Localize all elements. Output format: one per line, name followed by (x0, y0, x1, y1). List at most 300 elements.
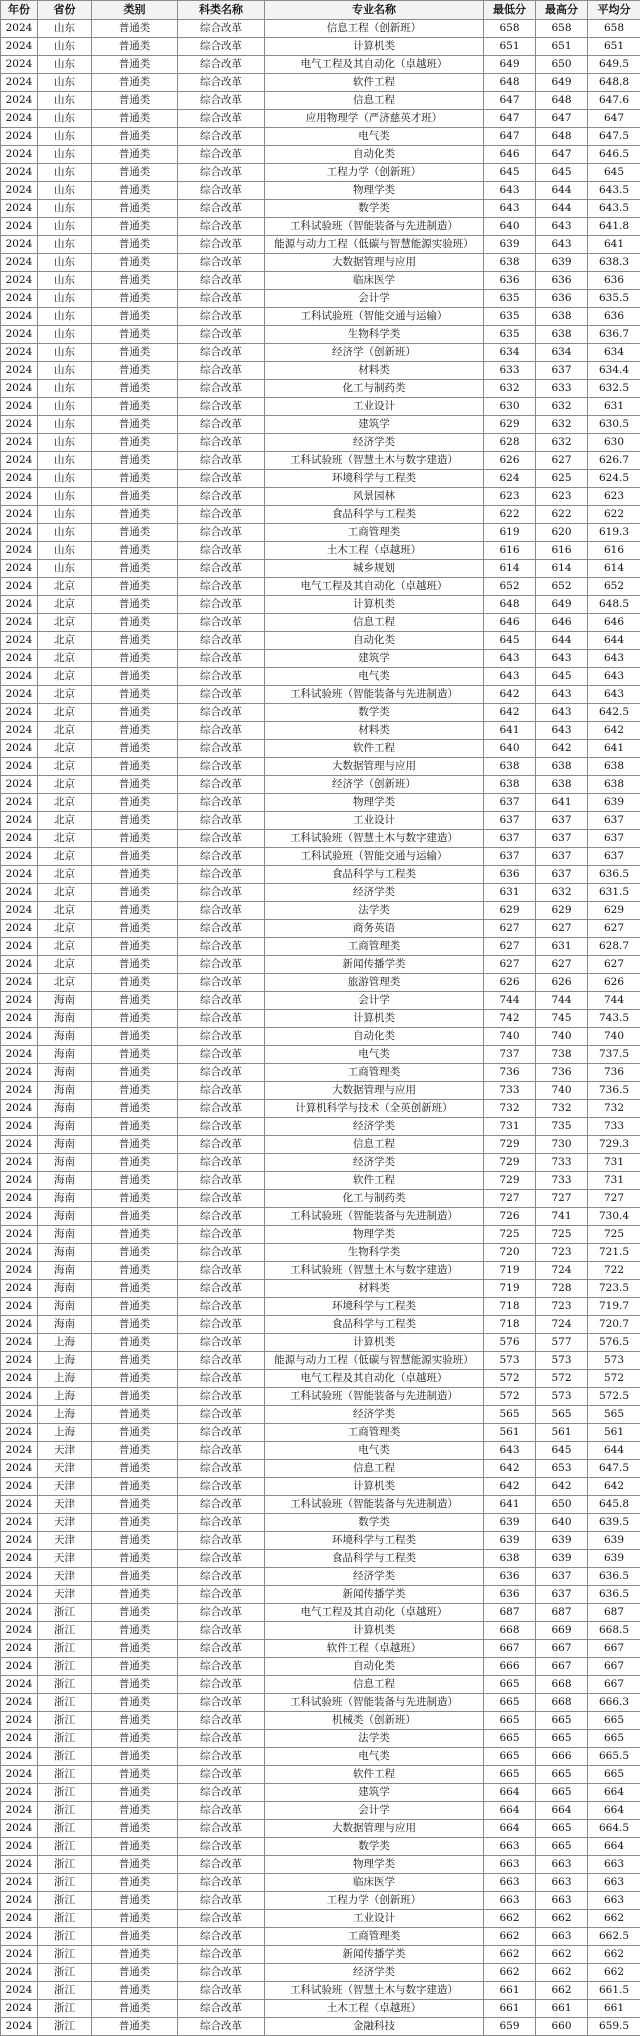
table-row (1, 326, 640, 344)
subject-type-cell: 综合改革 (178, 596, 265, 614)
year-cell: 2024 (1, 632, 38, 650)
year-cell: 2024 (1, 1406, 38, 1424)
year-cell: 2024 (1, 1676, 38, 1694)
province-cell: 山东 (38, 56, 92, 74)
table-row (1, 722, 640, 740)
min-score-cell: 573 (484, 1352, 536, 1370)
year-cell: 2024 (1, 416, 38, 434)
province-cell: 上海 (38, 1352, 92, 1370)
max-score-cell: 637 (536, 362, 588, 380)
major-cell: 计算机类 (265, 38, 484, 56)
avg-score-cell: 664 (588, 1838, 640, 1856)
major-cell: 信息工程 (265, 614, 484, 632)
year-cell: 2024 (1, 974, 38, 992)
major-cell: 工科试验班（智能装备与先进制造） (265, 1694, 484, 1712)
subject-type-cell: 综合改革 (178, 1694, 265, 1712)
major-cell: 信息工程 (265, 1676, 484, 1694)
subject-type-cell: 综合改革 (178, 1784, 265, 1802)
category-cell: 普通类 (92, 1172, 178, 1190)
year-cell: 2024 (1, 1730, 38, 1748)
max-score-cell: 644 (536, 182, 588, 200)
avg-score-cell: 644 (588, 1442, 640, 1460)
category-cell: 普通类 (92, 866, 178, 884)
province-cell: 山东 (38, 254, 92, 272)
table-row (1, 488, 640, 506)
max-score-cell: 639 (536, 254, 588, 272)
major-cell: 材料类 (265, 362, 484, 380)
max-score-cell: 637 (536, 830, 588, 848)
table-row (1, 1406, 640, 1424)
category-cell: 普通类 (92, 902, 178, 920)
min-score-cell: 652 (484, 578, 536, 596)
avg-score-cell: 663 (588, 1856, 640, 1874)
major-cell: 建筑学 (265, 650, 484, 668)
min-score-cell: 736 (484, 1064, 536, 1082)
avg-score-cell: 667 (588, 1640, 640, 1658)
subject-type-cell: 综合改革 (178, 614, 265, 632)
max-score-cell: 573 (536, 1352, 588, 1370)
category-cell: 普通类 (92, 542, 178, 560)
max-score-cell: 645 (536, 668, 588, 686)
max-score-cell: 732 (536, 1100, 588, 1118)
header-avg-score: 平均分 (588, 1, 640, 20)
province-cell: 浙江 (38, 1748, 92, 1766)
major-cell: 商务英语 (265, 920, 484, 938)
table-row (1, 704, 640, 722)
major-cell: 软件工程 (265, 740, 484, 758)
max-score-cell: 644 (536, 200, 588, 218)
avg-score-cell: 725 (588, 1226, 640, 1244)
avg-score-cell: 616 (588, 542, 640, 560)
max-score-cell: 637 (536, 1568, 588, 1586)
subject-type-cell: 综合改革 (178, 254, 265, 272)
major-cell: 法学类 (265, 902, 484, 920)
major-cell: 信息工程（创新班） (265, 20, 484, 38)
avg-score-cell: 665 (588, 1712, 640, 1730)
category-cell: 普通类 (92, 488, 178, 506)
avg-score-cell: 661 (588, 2000, 640, 2018)
major-cell: 工程力学（创新班） (265, 164, 484, 182)
avg-score-cell: 572 (588, 1370, 640, 1388)
max-score-cell: 664 (536, 1802, 588, 1820)
province-cell: 山东 (38, 452, 92, 470)
max-score-cell: 632 (536, 434, 588, 452)
province-cell: 天津 (38, 1514, 92, 1532)
subject-type-cell: 综合改革 (178, 1352, 265, 1370)
subject-type-cell: 综合改革 (178, 218, 265, 236)
table-row (1, 920, 640, 938)
year-cell: 2024 (1, 1226, 38, 1244)
category-cell: 普通类 (92, 1982, 178, 2000)
avg-score-cell: 719.7 (588, 1298, 640, 1316)
province-cell: 北京 (38, 974, 92, 992)
category-cell: 普通类 (92, 1010, 178, 1028)
major-cell: 经济学（创新班） (265, 344, 484, 362)
province-cell: 山东 (38, 290, 92, 308)
subject-type-cell: 综合改革 (178, 1568, 265, 1586)
year-cell: 2024 (1, 1010, 38, 1028)
category-cell: 普通类 (92, 1226, 178, 1244)
avg-score-cell: 664.5 (588, 1820, 640, 1838)
table-row (1, 290, 640, 308)
province-cell: 山东 (38, 146, 92, 164)
province-cell: 浙江 (38, 1712, 92, 1730)
subject-type-cell: 综合改革 (178, 920, 265, 938)
min-score-cell: 645 (484, 632, 536, 650)
category-cell: 普通类 (92, 218, 178, 236)
max-score-cell: 667 (536, 1658, 588, 1676)
min-score-cell: 665 (484, 1694, 536, 1712)
major-cell: 化工与制药类 (265, 380, 484, 398)
category-cell: 普通类 (92, 614, 178, 632)
subject-type-cell: 综合改革 (178, 326, 265, 344)
table-row (1, 542, 640, 560)
category-cell: 普通类 (92, 344, 178, 362)
major-cell: 经济学类 (265, 1406, 484, 1424)
subject-type-cell: 综合改革 (178, 1622, 265, 1640)
avg-score-cell: 661.5 (588, 1982, 640, 2000)
major-cell: 工科试验班（智能装备与先进制造） (265, 1208, 484, 1226)
avg-score-cell: 622 (588, 506, 640, 524)
major-cell: 电气工程及其自动化（卓越班） (265, 1370, 484, 1388)
min-score-cell: 729 (484, 1154, 536, 1172)
year-cell: 2024 (1, 686, 38, 704)
subject-type-cell: 综合改革 (178, 1928, 265, 1946)
subject-type-cell: 综合改革 (178, 74, 265, 92)
year-cell: 2024 (1, 74, 38, 92)
avg-score-cell: 631 (588, 398, 640, 416)
province-cell: 浙江 (38, 1676, 92, 1694)
avg-score-cell: 731 (588, 1154, 640, 1172)
table-row (1, 1460, 640, 1478)
year-cell: 2024 (1, 380, 38, 398)
subject-type-cell: 综合改革 (178, 128, 265, 146)
min-score-cell: 665 (484, 1676, 536, 1694)
subject-type-cell: 综合改革 (178, 56, 265, 74)
max-score-cell: 639 (536, 1532, 588, 1550)
category-cell: 普通类 (92, 1748, 178, 1766)
subject-type-cell: 综合改革 (178, 1118, 265, 1136)
avg-score-cell: 635.5 (588, 290, 640, 308)
max-score-cell: 648 (536, 92, 588, 110)
major-cell: 会计学 (265, 290, 484, 308)
category-cell: 普通类 (92, 956, 178, 974)
year-cell: 2024 (1, 398, 38, 416)
subject-type-cell: 综合改革 (178, 794, 265, 812)
major-cell: 经济学类 (265, 434, 484, 452)
avg-score-cell: 643 (588, 686, 640, 704)
max-score-cell: 646 (536, 614, 588, 632)
major-cell: 食品科学与工程类 (265, 506, 484, 524)
subject-type-cell: 综合改革 (178, 1064, 265, 1082)
category-cell: 普通类 (92, 1604, 178, 1622)
table-row (1, 560, 640, 578)
min-score-cell: 665 (484, 1712, 536, 1730)
subject-type-cell: 综合改革 (178, 2018, 265, 2036)
subject-type-cell: 综合改革 (178, 416, 265, 434)
category-cell: 普通类 (92, 452, 178, 470)
table-row (1, 2018, 640, 2036)
min-score-cell: 661 (484, 2000, 536, 2018)
major-cell: 数学类 (265, 200, 484, 218)
province-cell: 山东 (38, 416, 92, 434)
category-cell: 普通类 (92, 1712, 178, 1730)
table-row (1, 1064, 640, 1082)
year-cell: 2024 (1, 1370, 38, 1388)
year-cell: 2024 (1, 1442, 38, 1460)
major-cell: 自动化类 (265, 1028, 484, 1046)
major-cell: 物理学类 (265, 182, 484, 200)
min-score-cell: 576 (484, 1334, 536, 1352)
year-cell: 2024 (1, 1532, 38, 1550)
max-score-cell: 640 (536, 1514, 588, 1532)
year-cell: 2024 (1, 1604, 38, 1622)
max-score-cell: 665 (536, 1730, 588, 1748)
year-cell: 2024 (1, 1964, 38, 1982)
table-row (1, 1982, 640, 2000)
major-cell: 工科试验班（智能装备与先进制造） (265, 1388, 484, 1406)
category-cell: 普通类 (92, 308, 178, 326)
min-score-cell: 663 (484, 1838, 536, 1856)
year-cell: 2024 (1, 938, 38, 956)
major-cell: 经济学类 (265, 1568, 484, 1586)
max-score-cell: 667 (536, 1640, 588, 1658)
avg-score-cell: 665 (588, 1730, 640, 1748)
max-score-cell: 561 (536, 1424, 588, 1442)
max-score-cell: 662 (536, 1964, 588, 1982)
avg-score-cell: 687 (588, 1604, 640, 1622)
subject-type-cell: 综合改革 (178, 974, 265, 992)
province-cell: 山东 (38, 236, 92, 254)
year-cell: 2024 (1, 1316, 38, 1334)
avg-score-cell: 642 (588, 1478, 640, 1496)
table-row (1, 74, 640, 92)
min-score-cell: 719 (484, 1262, 536, 1280)
province-cell: 浙江 (38, 1910, 92, 1928)
min-score-cell: 639 (484, 1514, 536, 1532)
table-row (1, 1802, 640, 1820)
subject-type-cell: 综合改革 (178, 704, 265, 722)
subject-type-cell: 综合改革 (178, 164, 265, 182)
max-score-cell: 645 (536, 164, 588, 182)
min-score-cell: 647 (484, 110, 536, 128)
avg-score-cell: 736.5 (588, 1082, 640, 1100)
min-score-cell: 663 (484, 1892, 536, 1910)
province-cell: 浙江 (38, 1964, 92, 1982)
max-score-cell: 629 (536, 902, 588, 920)
min-score-cell: 636 (484, 1568, 536, 1586)
province-cell: 天津 (38, 1460, 92, 1478)
subject-type-cell: 综合改革 (178, 1478, 265, 1496)
year-cell: 2024 (1, 1928, 38, 1946)
avg-score-cell: 721.5 (588, 1244, 640, 1262)
table-row (1, 776, 640, 794)
major-cell: 工科试验班（智慧土木与数字建造） (265, 1262, 484, 1280)
province-cell: 海南 (38, 1154, 92, 1172)
max-score-cell: 638 (536, 308, 588, 326)
province-cell: 北京 (38, 794, 92, 812)
table-row (1, 1244, 640, 1262)
min-score-cell: 561 (484, 1424, 536, 1442)
max-score-cell: 733 (536, 1172, 588, 1190)
category-cell: 普通类 (92, 632, 178, 650)
major-cell: 经济学类 (265, 1118, 484, 1136)
province-cell: 山东 (38, 38, 92, 56)
min-score-cell: 628 (484, 434, 536, 452)
year-cell: 2024 (1, 1640, 38, 1658)
category-cell: 普通类 (92, 1964, 178, 1982)
year-cell: 2024 (1, 2000, 38, 2018)
table-row (1, 884, 640, 902)
table-row (1, 92, 640, 110)
year-cell: 2024 (1, 1352, 38, 1370)
max-score-cell: 572 (536, 1370, 588, 1388)
avg-score-cell: 736 (588, 1064, 640, 1082)
category-cell: 普通类 (92, 1028, 178, 1046)
table-row (1, 146, 640, 164)
avg-score-cell: 667 (588, 1676, 640, 1694)
province-cell: 北京 (38, 722, 92, 740)
min-score-cell: 638 (484, 254, 536, 272)
subject-type-cell: 综合改革 (178, 1442, 265, 1460)
table-row (1, 470, 640, 488)
province-cell: 山东 (38, 506, 92, 524)
province-cell: 山东 (38, 488, 92, 506)
major-cell: 工科试验班（智能装备与先进制造） (265, 1496, 484, 1514)
province-cell: 浙江 (38, 1928, 92, 1946)
max-score-cell: 643 (536, 218, 588, 236)
major-cell: 大数据管理与应用 (265, 1820, 484, 1838)
province-cell: 浙江 (38, 1730, 92, 1748)
subject-type-cell: 综合改革 (178, 1190, 265, 1208)
year-cell: 2024 (1, 1028, 38, 1046)
province-cell: 海南 (38, 1298, 92, 1316)
min-score-cell: 733 (484, 1082, 536, 1100)
table-row (1, 1658, 640, 1676)
year-cell: 2024 (1, 830, 38, 848)
table-row (1, 1028, 640, 1046)
max-score-cell: 638 (536, 776, 588, 794)
avg-score-cell: 623 (588, 488, 640, 506)
subject-type-cell: 综合改革 (178, 1298, 265, 1316)
table-row (1, 902, 640, 920)
avg-score-cell: 662 (588, 1910, 640, 1928)
max-score-cell: 620 (536, 524, 588, 542)
subject-type-cell: 综合改革 (178, 1604, 265, 1622)
table-row (1, 164, 640, 182)
category-cell: 普通类 (92, 776, 178, 794)
province-cell: 浙江 (38, 1838, 92, 1856)
province-cell: 天津 (38, 1532, 92, 1550)
avg-score-cell: 572.5 (588, 1388, 640, 1406)
subject-type-cell: 综合改革 (178, 2000, 265, 2018)
subject-type-cell: 综合改革 (178, 1676, 265, 1694)
province-cell: 北京 (38, 848, 92, 866)
province-cell: 山东 (38, 92, 92, 110)
province-cell: 山东 (38, 20, 92, 38)
max-score-cell: 643 (536, 650, 588, 668)
avg-score-cell: 662 (588, 1964, 640, 1982)
major-cell: 食品科学与工程类 (265, 1550, 484, 1568)
major-cell: 工商管理类 (265, 1064, 484, 1082)
table-row (1, 1172, 640, 1190)
max-score-cell: 636 (536, 290, 588, 308)
major-cell: 计算机类 (265, 1622, 484, 1640)
table-row (1, 1874, 640, 1892)
table-row (1, 1838, 640, 1856)
max-score-cell: 616 (536, 542, 588, 560)
table-row (1, 524, 640, 542)
table-row (1, 1424, 640, 1442)
year-cell: 2024 (1, 1190, 38, 1208)
subject-type-cell: 综合改革 (178, 1910, 265, 1928)
subject-type-cell: 综合改革 (178, 1460, 265, 1478)
avg-score-cell: 638 (588, 776, 640, 794)
min-score-cell: 627 (484, 938, 536, 956)
subject-type-cell: 综合改革 (178, 290, 265, 308)
province-cell: 山东 (38, 218, 92, 236)
min-score-cell: 630 (484, 398, 536, 416)
min-score-cell: 631 (484, 884, 536, 902)
major-cell: 大数据管理与应用 (265, 1082, 484, 1100)
min-score-cell: 645 (484, 164, 536, 182)
table-row (1, 1136, 640, 1154)
max-score-cell: 660 (536, 2018, 588, 2036)
major-cell: 新闻传播学类 (265, 1586, 484, 1604)
category-cell: 普通类 (92, 1262, 178, 1280)
subject-type-cell: 综合改革 (178, 92, 265, 110)
avg-score-cell: 628.7 (588, 938, 640, 956)
province-cell: 上海 (38, 1424, 92, 1442)
avg-score-cell: 732 (588, 1100, 640, 1118)
min-score-cell: 629 (484, 902, 536, 920)
province-cell: 浙江 (38, 1766, 92, 1784)
major-cell: 电气工程及其自动化（卓越班） (265, 1604, 484, 1622)
province-cell: 北京 (38, 776, 92, 794)
min-score-cell: 639 (484, 236, 536, 254)
major-cell: 计算机类 (265, 1334, 484, 1352)
avg-score-cell: 667 (588, 1658, 640, 1676)
category-cell: 普通类 (92, 1352, 178, 1370)
province-cell: 海南 (38, 1244, 92, 1262)
major-cell: 数学类 (265, 1838, 484, 1856)
province-cell: 北京 (38, 884, 92, 902)
avg-score-cell: 637 (588, 812, 640, 830)
avg-score-cell: 637 (588, 830, 640, 848)
major-cell: 计算机类 (265, 1478, 484, 1496)
max-score-cell: 727 (536, 1190, 588, 1208)
avg-score-cell: 631.5 (588, 884, 640, 902)
category-cell: 普通类 (92, 1316, 178, 1334)
max-score-cell: 634 (536, 344, 588, 362)
year-cell: 2024 (1, 218, 38, 236)
min-score-cell: 641 (484, 1496, 536, 1514)
category-cell: 普通类 (92, 398, 178, 416)
table-row (1, 1820, 640, 1838)
year-cell: 2024 (1, 1496, 38, 1514)
subject-type-cell: 综合改革 (178, 1640, 265, 1658)
max-score-cell: 662 (536, 1982, 588, 2000)
category-cell: 普通类 (92, 200, 178, 218)
min-score-cell: 643 (484, 182, 536, 200)
subject-type-cell: 综合改革 (178, 560, 265, 578)
table-row (1, 1298, 640, 1316)
avg-score-cell: 626.7 (588, 452, 640, 470)
subject-type-cell: 综合改革 (178, 1010, 265, 1028)
major-cell: 工业设计 (265, 812, 484, 830)
avg-score-cell: 729.3 (588, 1136, 640, 1154)
major-cell: 工科试验班（智能装备与先进制造） (265, 686, 484, 704)
